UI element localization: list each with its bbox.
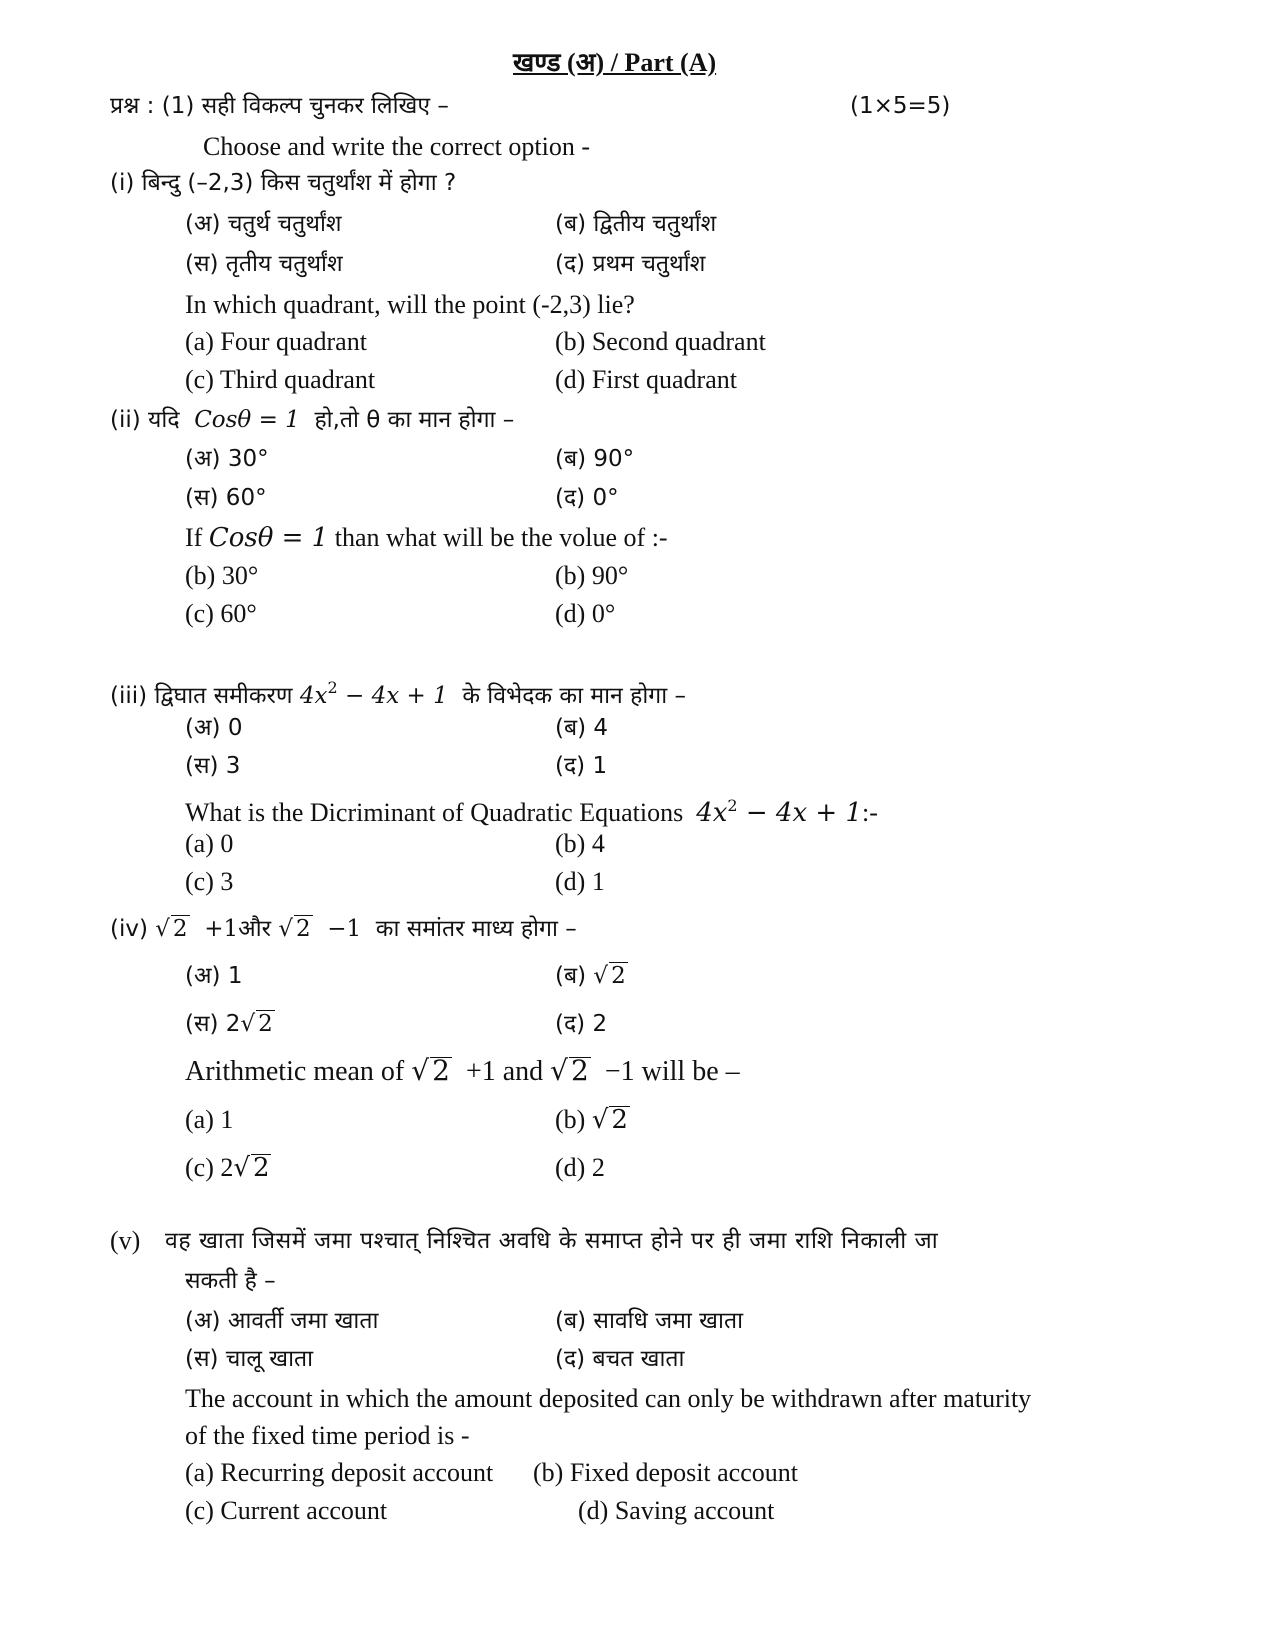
q3-en-expression: $4x^2 - 4x + 1$: [696, 796, 862, 828]
q3-option-a-english: (a) 0: [185, 829, 234, 858]
q4-number: (iv): [110, 916, 148, 942]
q5-text-english-line2: of the fixed time period is -: [185, 1421, 470, 1450]
q4-option-c-english: (c) 2√ 2: [185, 1153, 270, 1183]
q1-text-english: In which quadrant, will the point (-2,3) lie?: [185, 290, 635, 319]
instruction-english: Choose and write the correct option -: [203, 132, 590, 161]
q2-english: [185, 522, 668, 554]
q2-en-pre: If: [185, 523, 203, 552]
q3-en-pre: What is the Dicriminant of Quadratic Equations: [185, 798, 684, 827]
q4-option-d-hindi: (द) 2: [555, 1011, 608, 1037]
q4-en-post: will be –: [641, 1056, 740, 1087]
q1-option-d-english: (d) First quadrant: [555, 365, 737, 394]
q2-number: (ii): [110, 407, 141, 433]
q4-option-d-english: (d) 2: [555, 1153, 605, 1182]
q2-option-c-hindi: (स) 60°: [185, 485, 267, 511]
marks-label: (1×5=5): [850, 93, 951, 119]
q3-english: [185, 790, 878, 829]
q2-option-a-hindi: (अ) 30°: [185, 446, 269, 472]
q4-hindi: [110, 913, 577, 945]
q1-option-b-english: (b) Second quadrant: [555, 327, 766, 356]
q5-option-b-english: (b) Fixed deposit account: [533, 1458, 798, 1487]
q5-text-hindi-line2: सकती है –: [185, 1268, 276, 1294]
q1-option-c-english: (c) Third quadrant: [185, 365, 376, 394]
q5-option-c-hindi: (स) चालू खाता: [185, 1346, 314, 1372]
q2-option-b-english: (b) 90°: [555, 561, 629, 590]
q3-option-d-hindi: (द) 1: [555, 753, 608, 779]
q4-en-pre: Arithmetic mean of: [185, 1056, 405, 1087]
q4-option-b-english: (b) √ 2: [555, 1105, 628, 1135]
q1-number: (i): [110, 170, 135, 196]
q4-option-c-hindi: (स) 2√ 2: [185, 1011, 273, 1037]
q4-sqrt-2: √ 2: [278, 916, 311, 942]
q1-text-hindi: बिन्दु (–2,3) किस चतुर्थांश में होगा ?: [141, 170, 457, 196]
q1-option-d-hindi: (द) प्रथम चतुर्थांश: [555, 251, 706, 277]
page-title: खण्ड (अ) / Part (A): [513, 48, 717, 77]
q2-option-c-english: (c) 60°: [185, 599, 257, 628]
q1-hindi: [110, 167, 456, 199]
q5-number: (v): [110, 1226, 141, 1255]
q3-en-post: :-: [862, 798, 878, 827]
q3-number: (iii): [110, 683, 148, 709]
q3-hindi: [110, 672, 686, 712]
q3-option-d-english: (d) 1: [555, 867, 605, 896]
q1-option-c-hindi: (स) तृतीय चतुर्थांश: [185, 251, 343, 277]
q4-plus-one: +1और: [204, 916, 272, 942]
q4-sqrt-1: √ 2: [155, 916, 188, 942]
q1-option-b-hindi: (ब) द्वितीय चतुर्थांश: [555, 211, 717, 237]
q1-option-a-english: (a) Four quadrant: [185, 327, 367, 356]
q5-option-a-english: (a) Recurring deposit account: [185, 1458, 494, 1487]
q5-option-a-hindi: (अ) आवर्ती जमा खाता: [185, 1308, 379, 1334]
q1-option-a-hindi: (अ) चतुर्थ चतुर्थांश: [185, 211, 342, 237]
q5-option-b-hindi: (ब) सावधि जमा खाता: [555, 1308, 744, 1334]
q2-en-expression: Cosθ = 1: [208, 523, 329, 553]
q4-option-b-hindi: (ब) √ 2: [555, 963, 626, 989]
q2-option-d-hindi: (द) 0°: [555, 485, 619, 511]
q3-expression: $4x^2 - 4x + 1$: [299, 678, 448, 709]
q3-option-b-english: (b) 4: [555, 829, 605, 858]
q3-option-b-hindi: (ब) 4: [555, 715, 609, 741]
q5-option-d-english: (d) Saving account: [578, 1496, 775, 1525]
q3-option-c-hindi: (स) 3: [185, 753, 241, 779]
q3-option-c-english: (c) 3: [185, 867, 234, 896]
q3-option-a-hindi: (अ) 0: [185, 715, 243, 741]
q3-text-pre: द्विघात समीकरण: [154, 683, 293, 709]
q2-expression: Cosθ = 1: [194, 407, 300, 433]
q4-option-a-hindi: (अ) 1: [185, 963, 243, 989]
q2-option-b-hindi: (ब) 90°: [555, 446, 635, 472]
q2-text-pre: यदि: [148, 407, 180, 433]
q2-text-post: हो,तो θ का मान होगा –: [314, 407, 515, 433]
q4-english: Arithmetic mean of √ 2 +1 and √ 2 −1 will be –: [185, 1054, 740, 1087]
q2-option-d-english: (d) 0°: [555, 599, 616, 628]
q2-en-post: than what will be the volue of :-: [334, 523, 668, 552]
q2-option-a-english: (b) 30°: [185, 561, 259, 590]
q3-text-post: के विभेदक का मान होगा –: [462, 683, 687, 709]
q5-option-c-english: (c) Current account: [185, 1496, 388, 1525]
q4-text-post: का समांतर माध्य होगा –: [375, 916, 577, 942]
q5-option-d-hindi: (द) बचत खाता: [555, 1346, 685, 1372]
q4-option-a-english: (a) 1: [185, 1105, 234, 1134]
q5-text-hindi-line1: वह खाता जिसमें जमा पश्चात् निश्चित अवधि के समाप्त होने पर ही जमा राशि निकाली जा: [165, 1228, 939, 1254]
q5-text-english-line1: The account in which the amount deposited can only be withdrawn after maturity: [185, 1384, 1032, 1413]
question-label-hindi: प्रश्न : (1) सही विकल्प चुनकर लिखिए –: [110, 93, 449, 119]
q4-minus-one: −1: [327, 916, 362, 942]
q2-hindi: [110, 404, 514, 436]
